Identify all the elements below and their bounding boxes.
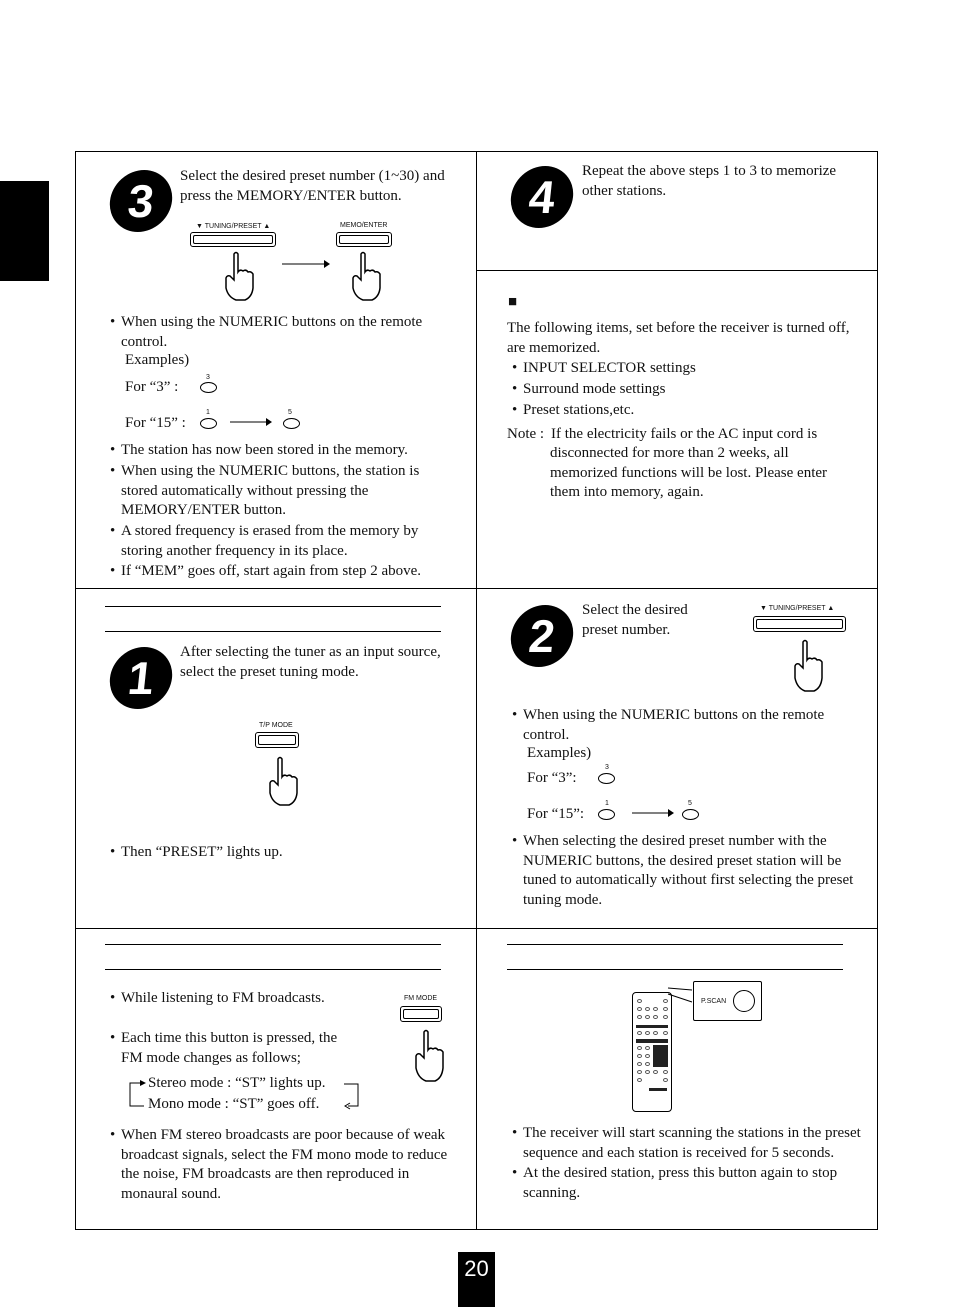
numeric-key-3[interactable] [598,773,615,784]
tuning-preset-label: ▼ TUNING/PRESET ▲ [760,605,835,612]
fm-mode-label: FM MODE [404,995,438,1002]
key-3-number: 3 [206,374,210,381]
arrow-right-icon [630,808,676,818]
step-4-instruction: Repeat the above steps 1 to 3 to memorize other stations. [582,163,837,199]
fm-mono-mode: Mono mode : “ST” goes off. [148,1096,320,1112]
pscan-button[interactable] [733,990,755,1012]
heading-rule [507,944,843,945]
preset-step-2-number: 2 [508,605,577,667]
memory-intro: The following items, set before the receiver is turned off, are memorized. [507,320,850,356]
remote-control-illustration [632,992,672,1112]
step-3-bullet-numeric: • When using the NUMERIC buttons on the remote control. [110,314,423,350]
row-divider-1 [75,588,878,589]
numeric-key-1[interactable] [598,809,615,820]
page-number: 20 [458,1252,495,1307]
key-5-number: 5 [688,800,692,807]
numeric-key-1[interactable] [200,418,217,429]
examples-label: Examples) [527,745,592,761]
note-label: Note : [507,426,545,442]
tp-mode-button[interactable] [255,732,299,748]
tuning-preset-button[interactable] [190,232,276,247]
fm-stereo-mode: Stereo mode : “ST” lights up. [148,1075,326,1091]
memory-item-input-selector: • INPUT SELECTOR settings [512,360,696,376]
step-3-bullet-erase: • A stored frequency is erased from the memory by storing another frequency in its place. [110,523,419,559]
fm-bullet-listening: • While listening to FM broadcasts. [110,990,325,1006]
heading-rule [507,969,843,970]
step-3-number: 3 [107,170,176,232]
preset-step-1-bullet: • Then “PRESET” lights up. [110,844,283,860]
for-15-label: For “15”: [527,806,585,822]
column-divider [476,151,477,1230]
callout-leader-lines [664,984,696,1008]
arrow-right-icon [280,258,332,270]
arrow-right-icon [228,417,274,427]
section-square-bullet: ■ [508,294,518,310]
memo-enter-label: MEMO/ENTER [340,222,388,229]
for-3-label: For “3”: [527,770,577,786]
step-3-bullet-stored: • The station has now been stored in the memory. [110,442,408,458]
heading-rule [105,606,441,607]
examples-label: Examples) [125,352,190,368]
numeric-key-5[interactable] [682,809,699,820]
fm-bullet-poor-signal: • When FM stereo broadcasts are poor because of weak broadcast signals, select the FM mono mode to reduce the noise, FM broadcasts are then reproduced in monaural sound. [110,1127,448,1202]
step-4-number: 4 [508,166,577,228]
heading-rule [105,944,441,945]
numeric-key-5[interactable] [283,418,300,429]
preset-step-2-bullet-direct: • When selecting the desired preset number with the NUMERIC buttons, the desired preset station will be tuned to automatically without first selecting the preset tuning mode. [512,833,854,908]
tuning-preset-label: ▼ TUNING/PRESET ▲ [196,223,271,230]
memory-item-surround: • Surround mode settings [512,381,666,397]
key-1-number: 1 [206,409,210,416]
press-hand-icon [262,755,302,807]
preset-step-1-instruction: After selecting the tuner as an input source, select the preset tuning mode. [180,644,441,680]
for-15-label: For “15” : [125,415,186,431]
preset-step-2-bullet-numeric: • When using the NUMERIC buttons on the remote control. [512,707,825,743]
tuning-preset-button[interactable] [753,616,846,632]
pscan-bullet-stop: • At the desired station, press this button again to stop scanning. [512,1165,838,1201]
heading-rule [105,969,441,970]
step-3-bullet-auto: • When using the NUMERIC buttons, the station is stored automatically without pressing the MEMORY/ENTER button. [110,463,420,518]
row-divider-top-right [476,270,878,271]
section-tab [0,181,49,281]
tp-mode-label: T/P MODE [259,722,293,729]
press-hand-icon [345,250,385,302]
press-hand-icon [218,250,258,302]
key-1-number: 1 [605,800,609,807]
preset-step-2-instruction: Select the desired preset number. [582,602,688,638]
step-3-bullet-mem: • If “MEM” goes off, start again from step 2 above. [110,563,422,579]
note-text-line1: If the electricity fails or the AC input cord is [551,426,818,442]
key-3-number: 3 [605,764,609,771]
for-3-label: For “3” : [125,379,179,395]
preset-step-1-number: 1 [107,647,176,709]
heading-rule [105,631,441,632]
memo-enter-button[interactable] [336,232,392,247]
key-5-number: 5 [288,409,292,416]
pscan-label: P.SCAN [701,998,727,1005]
press-hand-icon [408,1028,448,1084]
row-divider-2 [75,928,878,929]
note-text-rest: disconnected for more than 2 weeks, all memorized functions will be lost. Please enter them into memory, again. [550,445,828,500]
step-3-instruction: Select the desired preset number (1~30) and press the MEMORY/ENTER button. [180,168,445,204]
fm-mode-button[interactable] [400,1006,442,1022]
numeric-key-3[interactable] [200,382,217,393]
pscan-bullet-scanning: • The receiver will start scanning the stations in the preset sequence and each station is received for 5 seconds. [512,1125,861,1161]
memory-item-presets: • Preset stations,etc. [512,402,635,418]
fm-bullet-each-press: • Each time this button is pressed, the FM mode changes as follows; [110,1030,338,1066]
mode-cycle-arrows-icon [126,1076,366,1112]
press-hand-icon [787,638,827,694]
